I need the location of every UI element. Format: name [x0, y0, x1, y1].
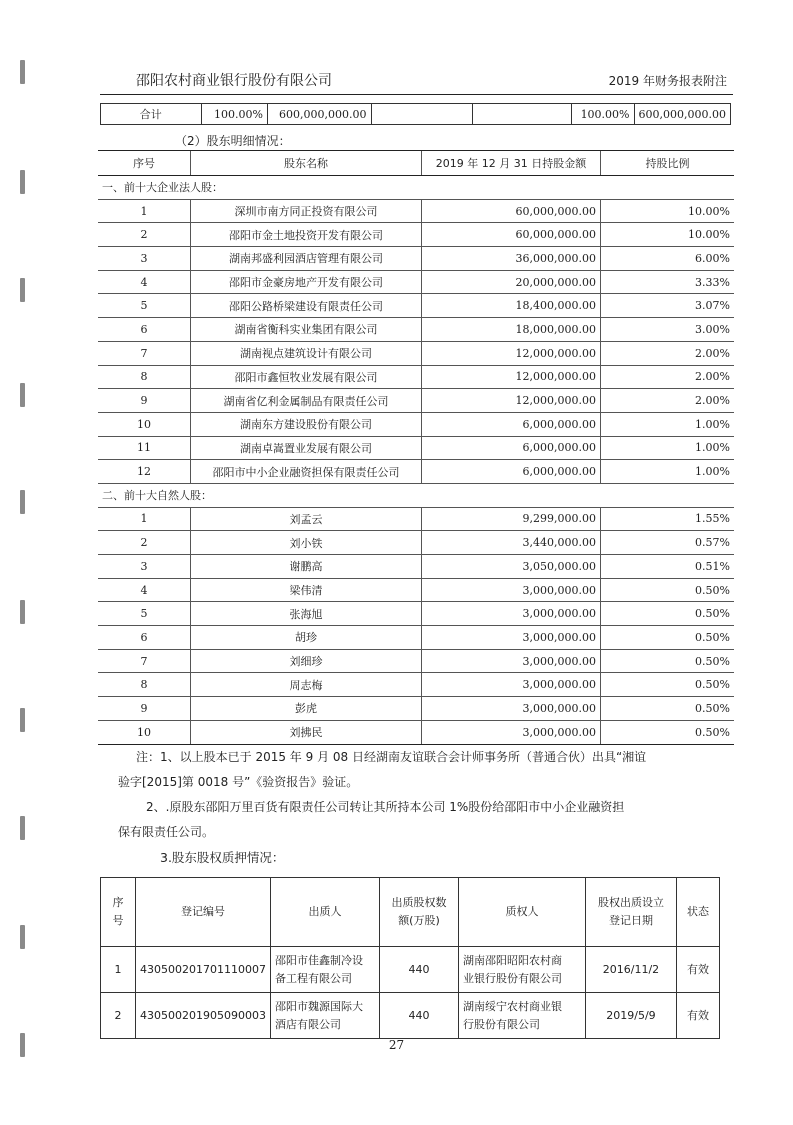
table-row	[98, 460, 734, 484]
cell-name: 彭虎	[191, 697, 422, 721]
cell-no: 6	[98, 318, 191, 342]
section-title: （2）股东明细情况：	[175, 134, 291, 148]
cell-no: 5	[98, 602, 191, 626]
cell-name: 周志梅	[191, 673, 422, 697]
cell-amount: 12,000,000.00	[422, 389, 601, 413]
table-row	[98, 223, 734, 247]
cell-no: 3	[98, 247, 191, 271]
table-row	[98, 318, 734, 342]
table-row	[98, 270, 734, 294]
cell-reg: 430500201701110007	[136, 947, 271, 993]
cell-ratio: 3.00%	[601, 318, 735, 342]
table-row	[98, 507, 734, 531]
cell-name: 刘孟云	[191, 507, 422, 531]
cell-no: 3	[98, 555, 191, 579]
col-header: 出质人	[270, 878, 379, 947]
col-header: 序 号	[101, 878, 136, 947]
table-row	[98, 199, 734, 223]
page-header	[130, 70, 733, 92]
table-row	[98, 389, 734, 413]
cell-no: 11	[98, 436, 191, 460]
cell-name: 湖南省衡科实业集团有限公司	[191, 318, 422, 342]
col-header: 股权出质设立 登记日期	[585, 878, 676, 947]
cell-no: 7	[98, 341, 191, 365]
table-row	[98, 602, 734, 626]
pledge-table	[100, 877, 720, 1039]
company-name: 邵阳农村商业银行股份有限公司	[136, 73, 332, 89]
group-label: 一、前十大企业法人股：	[98, 176, 734, 200]
cell-ratio: 2.00%	[601, 365, 735, 389]
cell-name: 邵阳公路桥梁建设有限责任公司	[191, 294, 422, 318]
cell-ratio: 0.57%	[601, 531, 735, 555]
report-title: 2019 年财务报表附注	[608, 74, 727, 88]
table-header	[101, 878, 720, 947]
col-header: 股东名称	[191, 151, 422, 176]
section-title: 3.股东股权质押情况：	[160, 850, 285, 865]
cell-name: 梁伟清	[191, 578, 422, 602]
header-divider	[100, 94, 733, 95]
table-row	[98, 412, 734, 436]
table-row	[98, 697, 734, 721]
total-label: 合计	[101, 104, 202, 125]
cell-amount: 3,000,000.00	[422, 602, 601, 626]
cell-no: 6	[98, 626, 191, 650]
total-amount: 600,000,000.00	[634, 104, 730, 125]
cell-no: 2	[101, 993, 136, 1039]
cell-no: 8	[98, 365, 191, 389]
cell-amount: 60,000,000.00	[422, 223, 601, 247]
cell-amount: 3,000,000.00	[422, 649, 601, 673]
cell-ratio: 0.50%	[601, 697, 735, 721]
table-row	[98, 649, 734, 673]
cell-amount: 9,299,000.00	[422, 507, 601, 531]
cell-name: 胡珍	[191, 626, 422, 650]
table-row	[98, 365, 734, 389]
note-2: 2、.原股东邵阳万里百货有限责任公司转让其所持本公司 1%股份给邵阳市中小企业融资担 保有限责任公司。	[118, 800, 625, 839]
table-header	[98, 151, 734, 176]
cell-no: 8	[98, 673, 191, 697]
table-row	[101, 947, 720, 993]
table-row	[101, 104, 731, 125]
cell-reg: 430500201905090003	[136, 993, 271, 1039]
cell-no: 9	[98, 389, 191, 413]
cell-ratio: 1.55%	[601, 507, 735, 531]
total-pct: 100.00%	[571, 104, 634, 125]
cell-amount: 6,000,000.00	[422, 436, 601, 460]
cell-no: 2	[98, 531, 191, 555]
cell-amount: 12,000,000.00	[422, 341, 601, 365]
cell-ratio: 1.00%	[601, 460, 735, 484]
cell-amount: 60,000,000.00	[422, 199, 601, 223]
group-row	[98, 483, 734, 507]
cell-amount: 3,000,000.00	[422, 626, 601, 650]
table-row	[98, 578, 734, 602]
binder-mark	[20, 816, 25, 840]
group-label: 二、前十大自然人股：	[98, 483, 734, 507]
cell-date: 2016/11/2	[585, 947, 676, 993]
cell-ratio: 1.00%	[601, 436, 735, 460]
col-header: 2019 年 12 月 31 日持股金额	[422, 151, 601, 176]
cell-ratio: 0.50%	[601, 578, 735, 602]
col-header: 质权人	[458, 878, 585, 947]
col-header: 出质股权数 额(万股)	[379, 878, 458, 947]
cell-status: 有效	[676, 947, 719, 993]
cell-status: 有效	[676, 993, 719, 1039]
cell-amount: 6,000,000.00	[422, 460, 601, 484]
cell-no: 1	[98, 507, 191, 531]
table-row	[98, 720, 734, 744]
note-1: 注：1、以上股本已于 2015 年 9 月 08 日经湖南友谊联合会计师事务所（普通合伙）出具“湘谊 验字[2015]第 0018 号”《验资报告》验证。	[118, 750, 647, 789]
cell-ratio: 2.00%	[601, 341, 735, 365]
cell-no: 10	[98, 720, 191, 744]
binder-mark	[20, 708, 25, 732]
binder-mark	[20, 60, 25, 84]
binder-mark	[20, 490, 25, 514]
binder-mark	[20, 170, 25, 194]
cell-pledgee: 湖南邵阳昭阳农村商 业银行股份有限公司	[458, 947, 585, 993]
cell-ratio: 10.00%	[601, 223, 735, 247]
table-row	[98, 626, 734, 650]
cell-name: 刘细珍	[191, 649, 422, 673]
cell-name: 刘拂民	[191, 720, 422, 744]
cell-shares: 440	[379, 993, 458, 1039]
cell-ratio: 10.00%	[601, 199, 735, 223]
cell-date: 2019/5/9	[585, 993, 676, 1039]
cell-no: 4	[98, 578, 191, 602]
cell-ratio: 3.33%	[601, 270, 735, 294]
cell-amount: 18,000,000.00	[422, 318, 601, 342]
cell-name: 谢鹏高	[191, 555, 422, 579]
cell-no: 4	[98, 270, 191, 294]
cell-pledgor: 邵阳市佳鑫制冷设 备工程有限公司	[270, 947, 379, 993]
cell-amount: 6,000,000.00	[422, 412, 601, 436]
cell-amount: 3,440,000.00	[422, 531, 601, 555]
cell-ratio: 0.50%	[601, 720, 735, 744]
table-row	[98, 531, 734, 555]
binder-mark	[20, 383, 25, 407]
cell-no: 1	[101, 947, 136, 993]
col-header: 状态	[676, 878, 719, 947]
col-header: 持股比例	[601, 151, 735, 176]
cell-no: 1	[98, 199, 191, 223]
cell-name: 湖南东方建设股份有限公司	[191, 412, 422, 436]
cell-ratio: 0.50%	[601, 673, 735, 697]
cell-amount: 3,050,000.00	[422, 555, 601, 579]
cell-name: 湖南视点建筑设计有限公司	[191, 341, 422, 365]
page-number: 27	[388, 1038, 405, 1052]
cell-shares: 440	[379, 947, 458, 993]
table-row	[98, 294, 734, 318]
group-row	[98, 176, 734, 200]
cell-name: 刘小铁	[191, 531, 422, 555]
total-row-table	[100, 103, 731, 125]
cell-no: 9	[98, 697, 191, 721]
col-header: 登记编号	[136, 878, 271, 947]
cell-ratio: 1.00%	[601, 412, 735, 436]
cell-amount: 20,000,000.00	[422, 270, 601, 294]
table-row	[98, 555, 734, 579]
cell-name: 湖南邦盛利园酒店管理有限公司	[191, 247, 422, 271]
cell-no: 2	[98, 223, 191, 247]
cell-ratio: 0.51%	[601, 555, 735, 579]
cell-pledgee: 湖南绥宁农村商业银 行股份有限公司	[458, 993, 585, 1039]
table-row	[98, 436, 734, 460]
cell-amount: 18,400,000.00	[422, 294, 601, 318]
cell-name: 湖南卓嵩置业发展有限公司	[191, 436, 422, 460]
cell-ratio: 0.50%	[601, 649, 735, 673]
table-row	[98, 341, 734, 365]
cell-name: 湖南省亿利金属制品有限责任公司	[191, 389, 422, 413]
cell-no: 7	[98, 649, 191, 673]
cell-amount: 3,000,000.00	[422, 720, 601, 744]
cell-amount: 36,000,000.00	[422, 247, 601, 271]
binder-mark	[20, 925, 25, 949]
cell-name: 深圳市南方同正投资有限公司	[191, 199, 422, 223]
binder-mark	[20, 600, 25, 624]
cell-ratio: 0.50%	[601, 602, 735, 626]
total-amount: 600,000,000.00	[267, 104, 371, 125]
cell-amount: 3,000,000.00	[422, 697, 601, 721]
cell-name: 邵阳市鑫恒牧业发展有限公司	[191, 365, 422, 389]
binder-mark	[20, 278, 25, 302]
table-row	[98, 673, 734, 697]
cell-ratio: 6.00%	[601, 247, 735, 271]
shareholder-table	[98, 150, 734, 745]
cell-ratio: 3.07%	[601, 294, 735, 318]
cell-no: 5	[98, 294, 191, 318]
cell-name: 张海旭	[191, 602, 422, 626]
cell-name: 邵阳市中小企业融资担保有限责任公司	[191, 460, 422, 484]
table-row	[98, 247, 734, 271]
cell-name: 邵阳市金土地投资开发有限公司	[191, 223, 422, 247]
cell-amount: 3,000,000.00	[422, 673, 601, 697]
cell-amount: 3,000,000.00	[422, 578, 601, 602]
cell-amount: 12,000,000.00	[422, 365, 601, 389]
col-header: 序号	[98, 151, 191, 176]
cell-pledgor: 邵阳市魏源国际大 酒店有限公司	[270, 993, 379, 1039]
table-row	[101, 993, 720, 1039]
cell-no: 12	[98, 460, 191, 484]
cell-no: 10	[98, 412, 191, 436]
cell-name: 邵阳市金豪房地产开发有限公司	[191, 270, 422, 294]
cell-ratio: 2.00%	[601, 389, 735, 413]
total-pct: 100.00%	[201, 104, 267, 125]
cell-ratio: 0.50%	[601, 626, 735, 650]
